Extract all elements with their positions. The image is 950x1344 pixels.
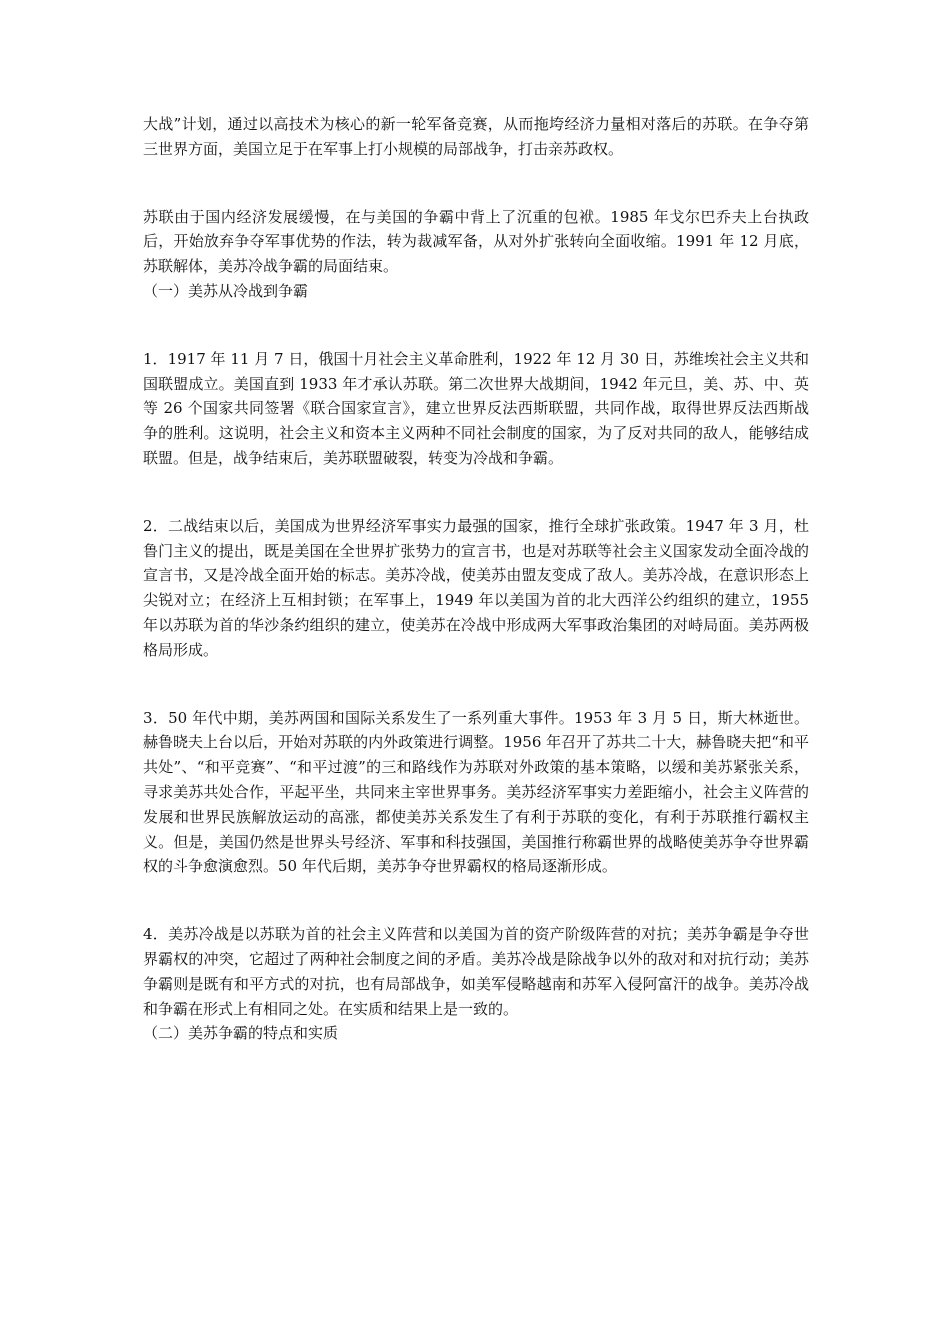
paragraph-point-2: 2．二战结束以后，美国成为世界经济军事实力最强的国家，推行全球扩张政策。1947 年 3 月，杜鲁门主义的提出，既是美国在全世界扩张势力的宣言书，也是对苏联等社会主义国家发动全面冷战的宣言书，又是冷战全面开始的标志。美苏冷战，使美苏由盟友变成了敌人。美苏冷战，在意识形态上尖锐对立；在经济上互相封锁；在军事上，1949 年以美国为首的北大西洋公约组织的建立，1955 年以苏联为首的华沙条约组织的建立，使美苏在冷战中形成两大军事政治集团的对峙局面。美苏两极格局形成。 — [143, 516, 809, 659]
paragraph-point-3: 3．50 年代中期，美苏两国和国际关系发生了一系列重大事件。1953 年 3 月 5 日，斯大林逝世。赫鲁晓夫上台以后，开始对苏联的内外政策进行调整。1956 年召开了苏共二十大，赫鲁晓夫把“和平共处”、“和平竞赛”、“和平过渡”的三和路线作为苏联对外政策的基本策略，以缓和美苏紧张关系，寻求美苏共处合作，平起平坐，共同来主宰世界事务。美苏经济军事实力差距缩小，社会主义阵营的发展和世界民族解放运动的高涨，都使美苏关系发生了有利于苏联的变化，有利于苏联推行霸权主义。但是，美国仍然是世界头号经济、军事和科技强国，美国推行称霸世界的战略使美苏争夺世界霸权的斗争愈演愈烈。50 年代后期，美苏争夺世界霸权的格局逐渐形成。 — [143, 708, 809, 876]
paragraph-soviet-decline: 苏联由于国内经济发展缓慢，在与美国的争霸中背上了沉重的包袱。1985 年戈尔巴乔夫上台执政后，开始放弃争夺军事优势的作法，转为裁减军备，从对外扩张转向全面收缩。1991 年 12 月底，苏联解体，美苏冷战争霸的局面结束。 — [143, 207, 809, 276]
paragraph-point-4: 4．美苏冷战是以苏联为首的社会主义阵营和以美国为首的资产阶级阵营的对抗；美苏争霸是争夺世界霸权的冲突，它超过了两种社会制度之间的矛盾。美苏冷战是除战争以外的敌对和对抗行动；美苏争霸则是既有和平方式的对抗，也有局部战争，如美军侵略越南和苏军入侵阿富汗的战争。美苏冷战和争霸在形式上有相同之处。在实质和结果上是一致的。 — [143, 925, 809, 1018]
document-page — [143, 112, 809, 1046]
paragraph-point-1: 1．1917 年 11 月 7 日，俄国十月社会主义革命胜利，1922 年 12 月 30 日，苏维埃社会主义共和国联盟成立。美国直到 1933 年才承认苏联。第二次世界大战期间，1942 年元旦，美、苏、中、英等 26 个国家共同签署《联合国家宣言》，建立世界反法西斯联盟，共同作战，取得世界反法西斯战争的胜利。这说明，社会主义和资本主义两种不同社会制度的国家，为了反对共同的敌人，能够结成联盟。但是，战争结束后，美苏联盟破裂，转变为冷战和争霸。 — [143, 349, 809, 467]
paragraph-star-wars-plan: 大战”计划，通过以高技术为核心的新一轮军备竞赛，从而拖垮经济力量相对落后的苏联。在争夺第三世界方面，美国立足于在军事上打小规模的局部战争，打击亲苏政权。 — [143, 115, 809, 158]
section-heading-1: （一）美苏从冷战到争霸 — [143, 281, 309, 300]
section-heading-2: （二）美苏争霸的特点和实质 — [143, 1024, 339, 1043]
